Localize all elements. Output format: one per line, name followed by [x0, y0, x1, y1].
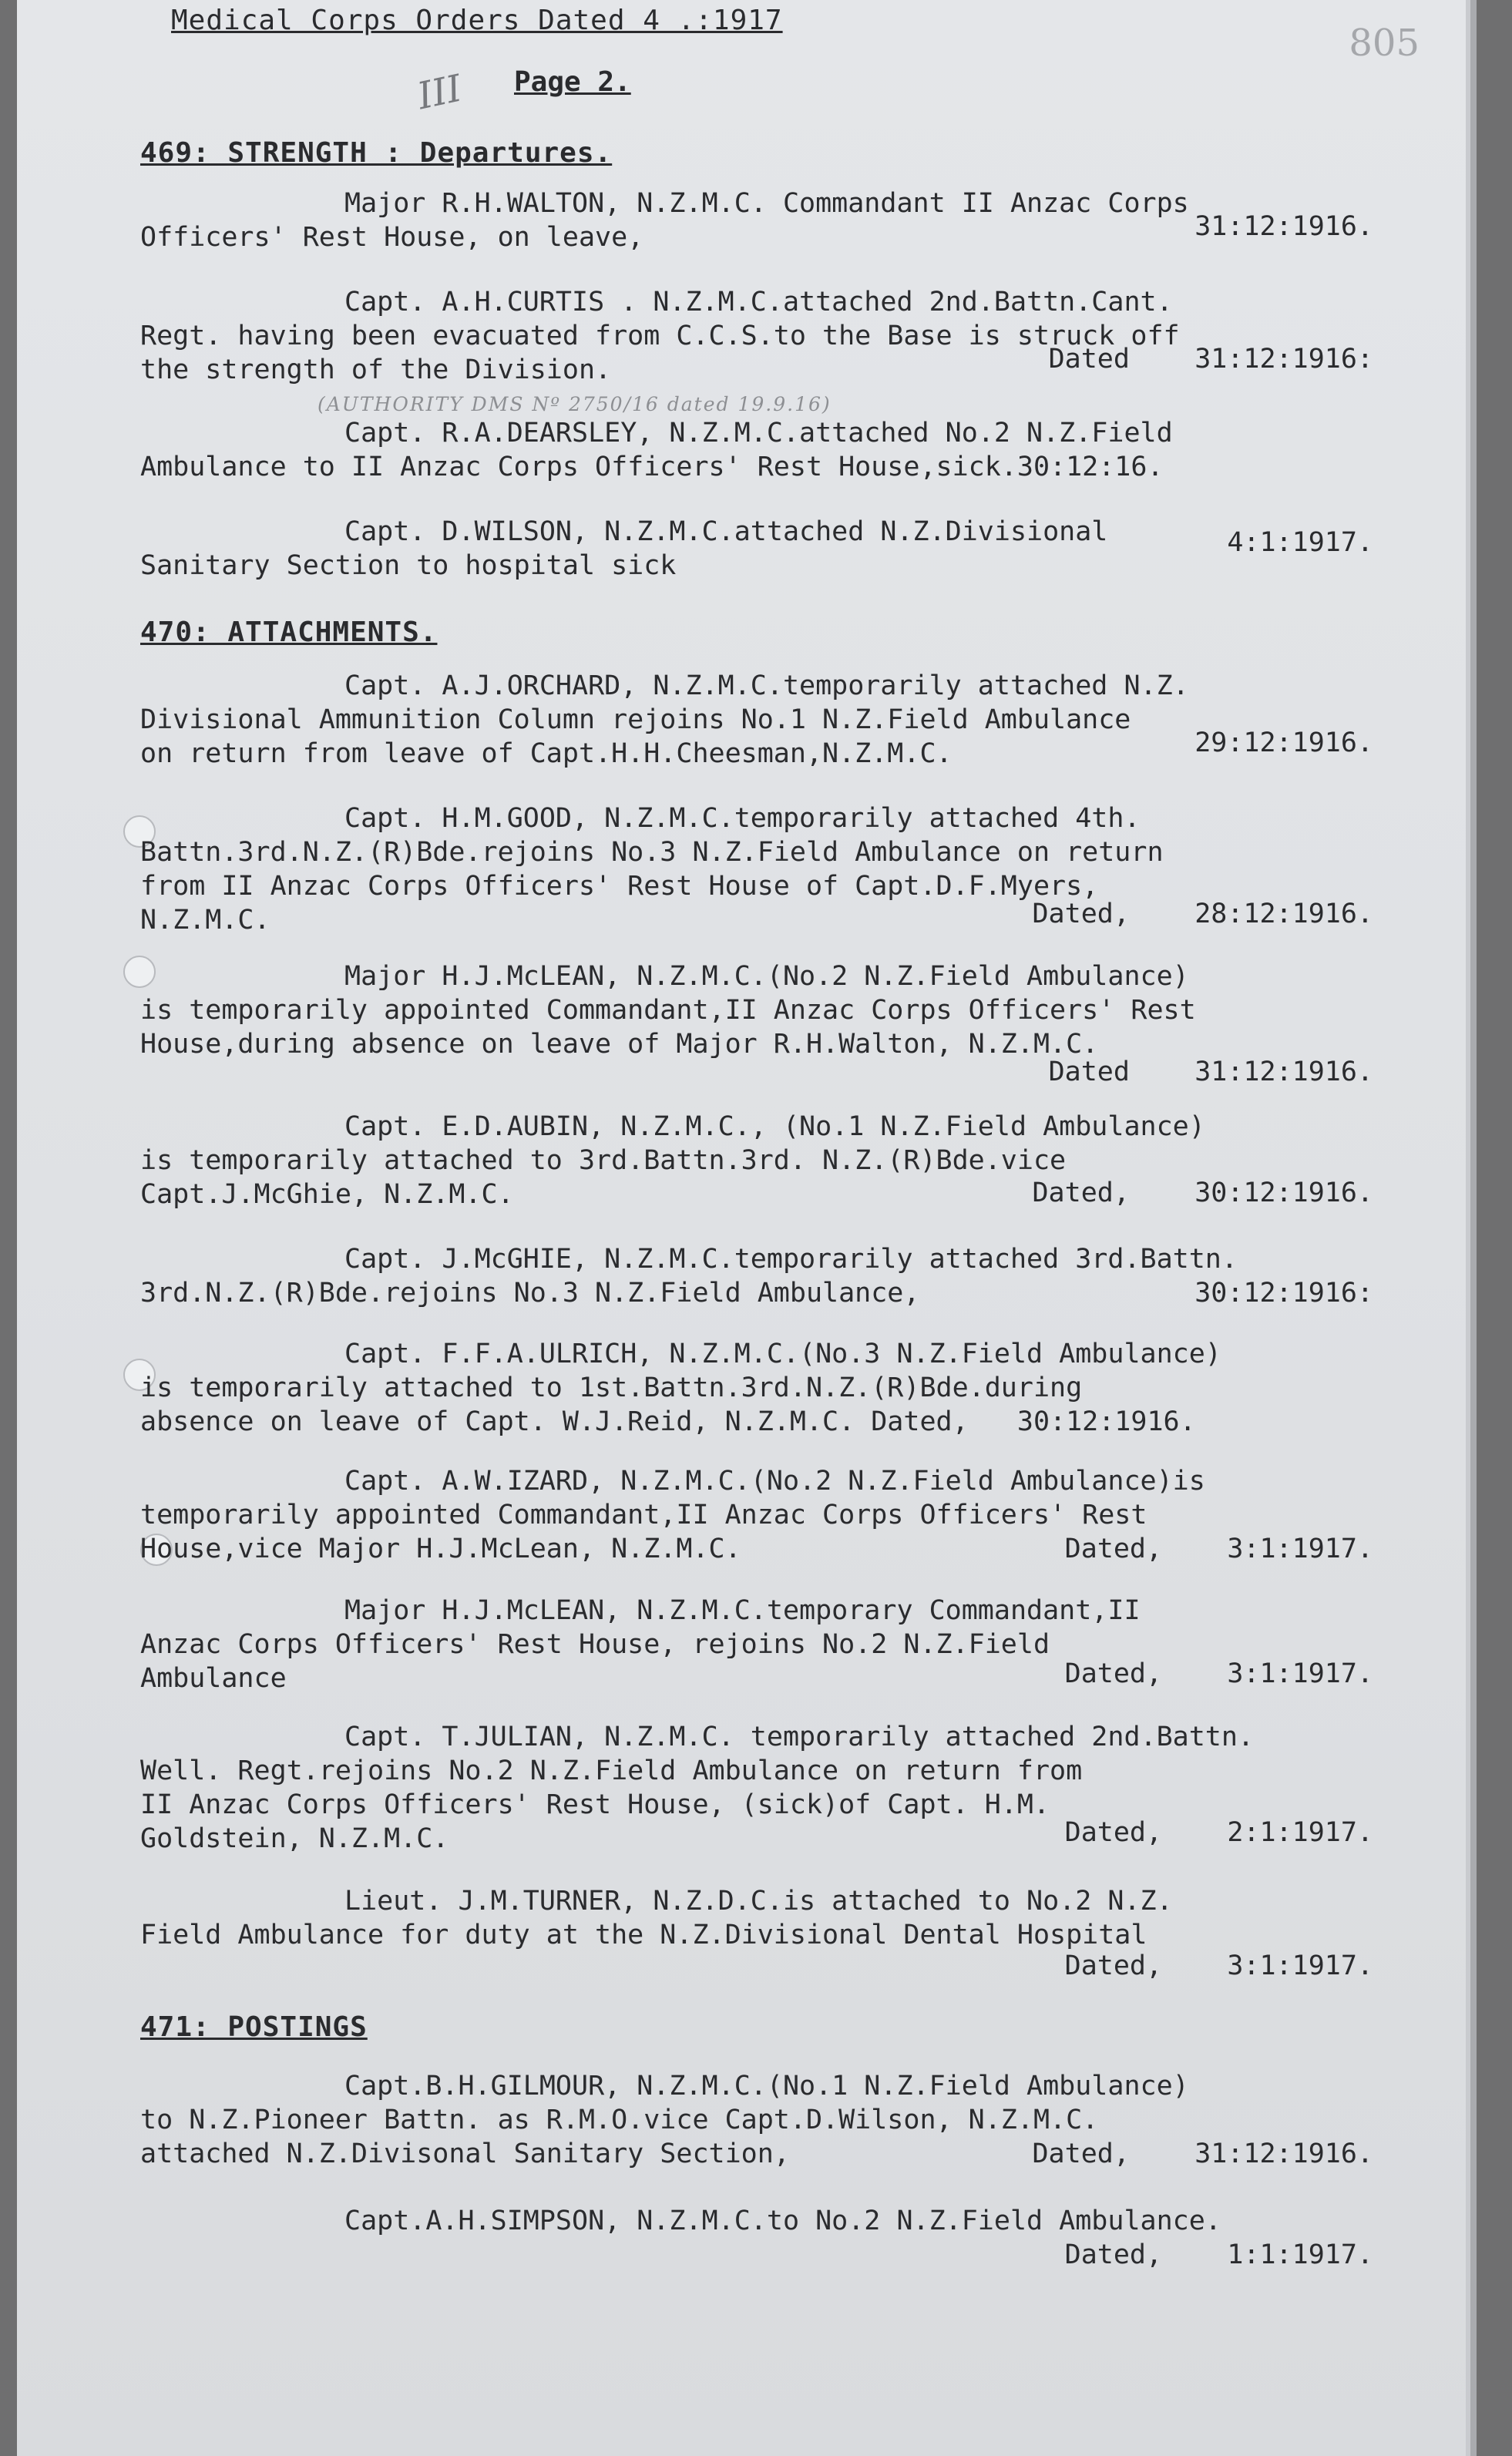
order-entry	[140, 186, 1373, 254]
authority-note: (AUTHORITY DMS Nº 2750/16 dated 19.9.16)	[318, 393, 832, 415]
entry-line: N.Z.M.C.	[140, 905, 270, 936]
entry-date: Dated, 2:1:1917.	[1064, 1817, 1373, 1848]
order-entry	[140, 2069, 1373, 2171]
entry-date: 30:12:1916:	[1194, 1278, 1373, 1309]
order-entry	[140, 1720, 1373, 1856]
entry-line: Ambulance to II Anzac Corps Officers' Rest House,sick.30:12:16.	[140, 452, 1164, 482]
page-label: Page 2.	[514, 66, 631, 98]
entry-line: Capt. A.H.CURTIS . N.Z.M.C.attached 2nd.Battn.Cant.	[344, 287, 1173, 317]
entry-line: Capt. A.W.IZARD, N.Z.M.C.(No.2 N.Z.Field Ambulance)is	[344, 1466, 1205, 1497]
section-heading-469: 469: STRENGTH : Departures.	[140, 137, 613, 169]
entry-line: Capt. F.F.A.ULRICH, N.Z.M.C.(No.3 N.Z.Field Ambulance)	[344, 1339, 1221, 1369]
order-entry	[140, 285, 1373, 387]
entry-date: Dated, 1:1:1917.	[1064, 2239, 1373, 2270]
entry-line: is temporarily appointed Commandant,II Anzac Corps Officers' Rest	[140, 995, 1196, 1026]
order-entry	[140, 801, 1373, 937]
entry-date: Dated, 28:12:1916.	[1032, 899, 1373, 929]
section-heading-470: 470: ATTACHMENTS.	[140, 617, 438, 648]
entry-line: House,vice Major H.J.McLean, N.Z.M.C.	[140, 1534, 741, 1564]
order-entry	[140, 515, 1373, 583]
entry-date: Dated 31:12:1916:	[1048, 344, 1373, 375]
order-entry	[140, 1464, 1373, 1566]
entry-line: Capt. T.JULIAN, N.Z.M.C. temporarily attached 2nd.Battn.	[344, 1722, 1255, 1752]
entry-line: 3rd.N.Z.(R)Bde.rejoins No.3 N.Z.Field Ambulance,	[140, 1278, 920, 1309]
orders-title: Medical Corps Orders Dated 4 .:1917	[171, 5, 783, 36]
entry-line: the strength of the Division.	[140, 354, 612, 385]
entry-line: Field Ambulance for duty at the N.Z.Divisional Dental Hospital	[140, 1920, 1147, 1950]
entry-line: Capt. D.WILSON, N.Z.M.C.attached N.Z.Divisional	[344, 516, 1108, 547]
entry-line: House,during absence on leave of Major R.H.Walton, N.Z.M.C.	[140, 1029, 1099, 1060]
entry-line: Anzac Corps Officers' Rest House, rejoins No.2 N.Z.Field	[140, 1629, 1050, 1660]
entry-line: is temporarily attached to 1st.Battn.3rd.N.Z.(R)Bde.during	[140, 1372, 1083, 1403]
entry-date: Dated 31:12:1916.	[1048, 1057, 1373, 1087]
entry-line: Capt. J.McGHIE, N.Z.M.C.temporarily attached 3rd.Battn.	[344, 1244, 1238, 1275]
entry-line: Capt.J.McGhie, N.Z.M.C.	[140, 1179, 514, 1210]
entry-line: Battn.3rd.N.Z.(R)Bde.rejoins No.3 N.Z.Field Ambulance on return	[140, 837, 1164, 868]
entry-line: Major H.J.McLEAN, N.Z.M.C.temporary Commandant,II	[344, 1595, 1141, 1626]
order-entry	[140, 1242, 1373, 1310]
entry-date: Dated, 30:12:1916.	[1032, 1178, 1373, 1208]
entry-line: absence on leave of Capt. W.J.Reid, N.Z.M.C. Dated, 30:12:1916.	[140, 1406, 1196, 1437]
entry-date: Dated, 31:12:1916.	[1032, 2139, 1373, 2169]
entry-line: Major H.J.McLEAN, N.Z.M.C.(No.2 N.Z.Field Ambulance)	[344, 961, 1189, 992]
section-heading-471: 471: POSTINGS	[140, 2011, 368, 2043]
entry-line: attached N.Z.Divisonal Sanitary Section,	[140, 2139, 790, 2169]
entry-line: Capt. A.J.ORCHARD, N.Z.M.C.temporarily attached N.Z.	[344, 670, 1189, 701]
order-entry	[140, 1110, 1373, 1211]
order-entry	[140, 1337, 1373, 1439]
entry-line: Lieut. J.M.TURNER, N.Z.D.C.is attached to No.2 N.Z.	[344, 1886, 1173, 1917]
entry-line: Officers' Rest House, on leave,	[140, 222, 644, 253]
entry-date: Dated, 3:1:1917.	[1064, 1950, 1373, 1981]
order-entry	[140, 669, 1373, 771]
entry-line: Ambulance	[140, 1663, 287, 1694]
entry-line: to N.Z.Pioneer Battn. as R.M.O.vice Capt.D.Wilson, N.Z.M.C.	[140, 2105, 1099, 2135]
entry-line: Capt. E.D.AUBIN, N.Z.M.C., (No.1 N.Z.Field Ambulance)	[344, 1111, 1205, 1142]
entry-line: from II Anzac Corps Officers' Rest House of Capt.D.F.Myers,	[140, 871, 1099, 902]
entry-line: II Anzac Corps Officers' Rest House, (sick)of Capt. H.M.	[140, 1789, 1050, 1820]
entry-line: Divisional Ammunition Column rejoins No.1 N.Z.Field Ambulance	[140, 704, 1131, 735]
entry-line: Capt. H.M.GOOD, N.Z.M.C.temporarily attached 4th.	[344, 803, 1141, 834]
entry-date: 29:12:1916.	[1194, 727, 1373, 758]
order-entry	[140, 1594, 1373, 1695]
order-entry	[140, 416, 1373, 484]
entry-line: Capt.A.H.SIMPSON, N.Z.M.C.to No.2 N.Z.Field Ambulance.	[344, 2206, 1221, 2236]
page-number: 805	[1349, 22, 1420, 65]
order-entry	[140, 2204, 1373, 2270]
entry-line: Well. Regt.rejoins No.2 N.Z.Field Ambulance on return from	[140, 1755, 1083, 1786]
entry-line: on return from leave of Capt.H.H.Cheesman,N.Z.M.C.	[140, 738, 953, 769]
entry-line: is temporarily attached to 3rd.Battn.3rd. N.Z.(R)Bde.vice	[140, 1145, 1067, 1176]
entry-date: 4:1:1917.	[1227, 527, 1373, 558]
entry-line: Capt. R.A.DEARSLEY, N.Z.M.C.attached No.2 N.Z.Field	[344, 418, 1173, 449]
entry-date: 31:12:1916.	[1194, 211, 1373, 242]
order-entry	[140, 959, 1373, 1087]
order-entry	[140, 1884, 1373, 1981]
document-page	[17, 0, 1466, 2456]
entry-line: Regt. having been evacuated from C.C.S.to the Base is struck off	[140, 321, 1180, 351]
entry-date: Dated, 3:1:1917.	[1064, 1658, 1373, 1689]
entry-line: Major R.H.WALTON, N.Z.M.C. Commandant II Anzac Corps	[344, 188, 1189, 219]
entry-line: Capt.B.H.GILMOUR, N.Z.M.C.(No.1 N.Z.Field Ambulance)	[344, 2071, 1189, 2102]
entry-line: temporarily appointed Commandant,II Anzac Corps Officers' Rest	[140, 1500, 1147, 1530]
entry-date: Dated, 3:1:1917.	[1064, 1534, 1373, 1564]
handwritten-mark: III	[413, 66, 466, 119]
entry-line: Sanitary Section to hospital sick	[140, 550, 677, 581]
entry-line: Goldstein, N.Z.M.C.	[140, 1823, 449, 1854]
